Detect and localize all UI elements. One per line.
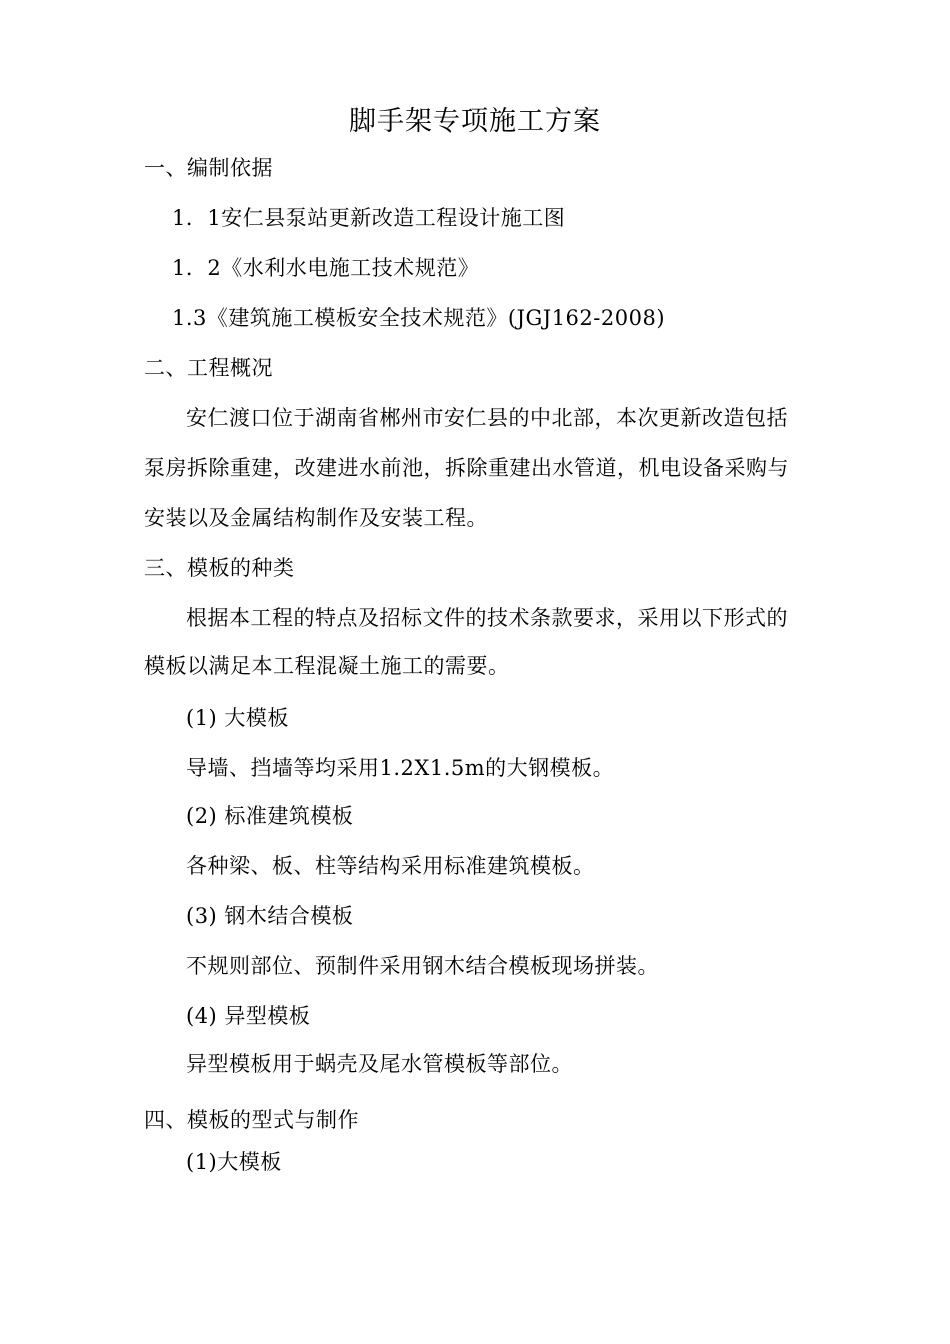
paragraph-line: 安装以及金属结构制作及安装工程。 [144, 506, 488, 530]
type-label: (4) 异型模板 [186, 1004, 311, 1028]
section-heading-4: 四、模板的型式与制作 [144, 1108, 359, 1132]
list-item: (1)大模板 [186, 1150, 282, 1174]
type-description: 导墙、挡墙等均采用1.2X1.5m的大钢模板。 [186, 756, 615, 780]
type-label: (3) 钢木结合模板 [186, 904, 354, 928]
paragraph-line: 泵房拆除重建，改建进水前池，拆除重建出水管道，机电设备采购与 [144, 456, 789, 480]
paragraph-line: 模板以满足本工程混凝土施工的需要。 [144, 654, 510, 678]
paragraph-line: 安仁渡口位于湖南省郴州市安仁县的中北部，本次更新改造包括 [186, 406, 788, 430]
type-description: 异型模板用于蜗壳及尾水管模板等部位。 [186, 1052, 573, 1076]
section-heading-2: 二、工程概况 [144, 356, 273, 380]
paragraph-line: 根据本工程的特点及招标文件的技术条款要求，采用以下形式的 [186, 606, 788, 630]
section-heading-3: 三、模板的种类 [144, 556, 295, 580]
section-heading-1: 一、编制依据 [144, 156, 273, 180]
type-label: (2) 标准建筑模板 [186, 804, 354, 828]
type-description: 各种梁、板、柱等结构采用标准建筑模板。 [186, 854, 595, 878]
type-label: (1) 大模板 [186, 706, 289, 730]
list-item: 1.3《建筑施工模板安全技术规范》(JGJ162-2008) [172, 306, 666, 330]
document-title: 脚手架专项施工方案 [349, 106, 601, 137]
list-item: 1．1安仁县泵站更新改造工程设计施工图 [172, 206, 566, 230]
list-item: 1．2《水利水电施工技术规范》 [172, 256, 480, 280]
type-description: 不规则部位、预制件采用钢木结合模板现场拼装。 [186, 954, 659, 978]
